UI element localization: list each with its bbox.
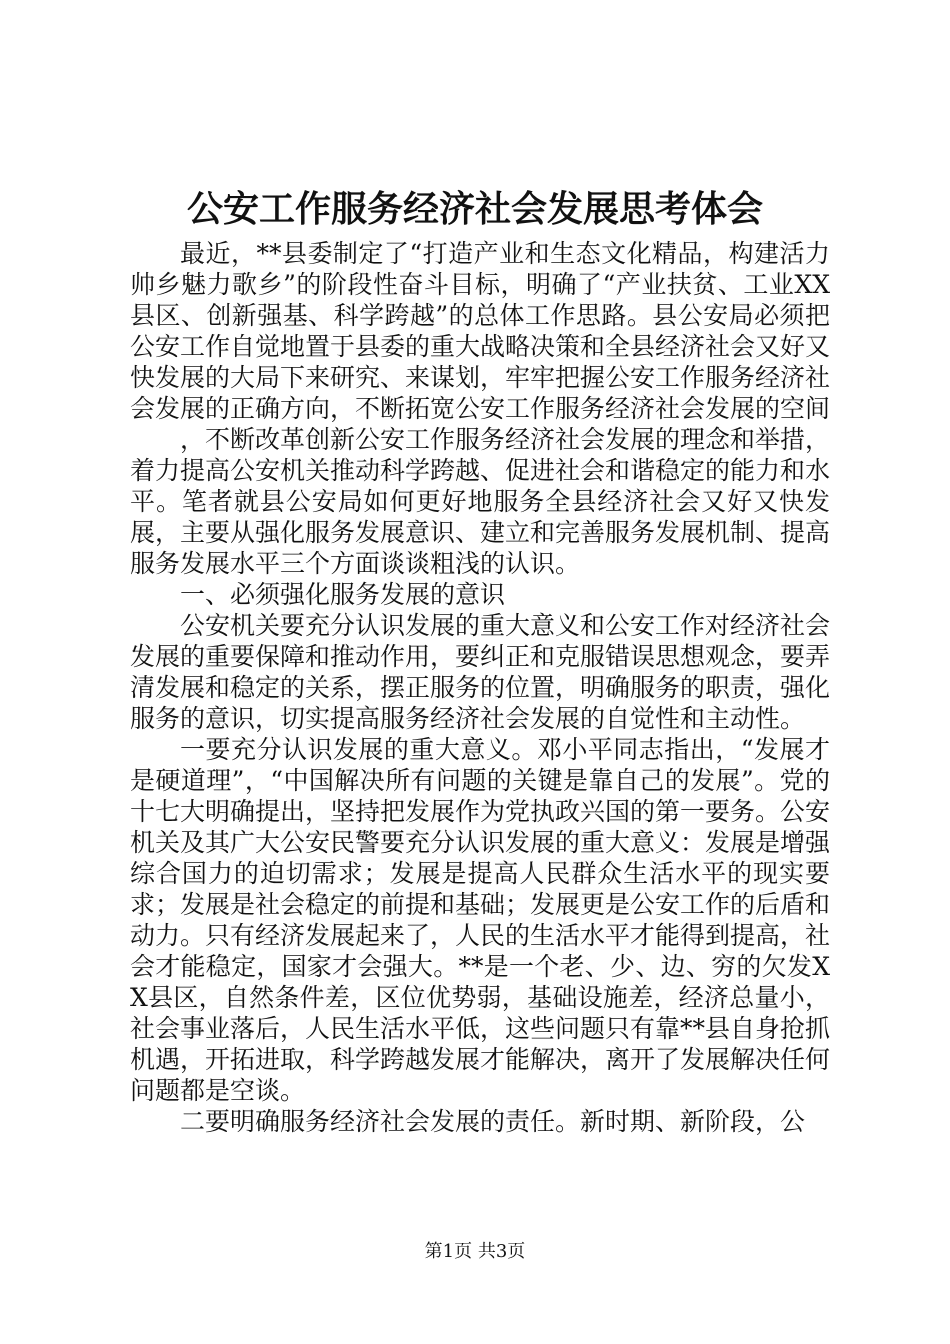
paragraph-intro: 最近，**县委制定了“打造产业和生态文化精品，构建活力帅乡魅力歌乡”的阶段性奋斗目标，明确了“产业扶贫、工业XX县区、创新强基、科学跨越”的总体工作思路。县公安局必须把公安工作自觉地置于县委的重大战略决策和全县经济社会又好又快发展的大局下来研究、来谋划，牢牢把握公安工作服务经济社会发展的正确方向，不断拓宽公安工作服务经济社会发展的空间 bbox=[130, 239, 831, 423]
document-title: 公安工作服务经济社会发展思考体会 bbox=[186, 188, 763, 230]
paragraph-section-1-intro: 公安机关要充分认识发展的重大意义和公安工作对经济社会发展的重要保障和推动作用，要纠正和克服错误思想观念，要弄清发展和稳定的关系，摆正服务的位置，明确服务的职责，强化服务的意识，切实提高服务经济社会发展的自觉性和主动性。 bbox=[130, 611, 831, 733]
page-number-footer: 第1页 共3页 bbox=[424, 1241, 526, 1262]
document-body bbox=[130, 238, 830, 1137]
paragraph-continuation: ，不断改革创新公安工作服务经济社会发展的理念和举措，着力提高公安机关推动科学跨越、促进社会和谐稳定的能力和水平。笔者就县公安局如何更好地服务全县经济社会又好又快发展，主要从强化服务发展意识、建立和完善服务发展机制、提高服务发展水平三个方面谈谈粗浅的认识。 bbox=[130, 425, 831, 578]
section-heading-1: 一、必须强化服务发展的意识 bbox=[180, 580, 506, 609]
paragraph-point-1: 一要充分认识发展的重大意义。邓小平同志指出，“发展才是硬道理”，“中国解决所有问题的关键是靠自己的发展”。党的十七大明确提出，坚持把发展作为党执政兴国的第一要务。公安机关及其广大公安民警要充分认识发展的重大意义：发展是增强综合国力的迫切需求；发展是提高人民群众生活水平的现实要求；发展是社会稳定的前提和基础；发展更是公安工作的后盾和动力。只有经济发展起来了，人民的生活水平才能得到提高，社会才能稳定，国家才会强大。**是一个老、少、边、穷的欠发XX县区，自然条件差，区位优势弱，基础设施差，经济总量小，社会事业落后，人民生活水平低，这些问题只有靠**县自身抢抓机遇，开拓进取，科学跨越发展才能解决，离开了发展解决任何问题都是空谈。 bbox=[130, 735, 831, 1105]
paragraph-point-2: 二要明确服务经济社会发展的责任。新时期、新阶段，公 bbox=[180, 1107, 806, 1136]
